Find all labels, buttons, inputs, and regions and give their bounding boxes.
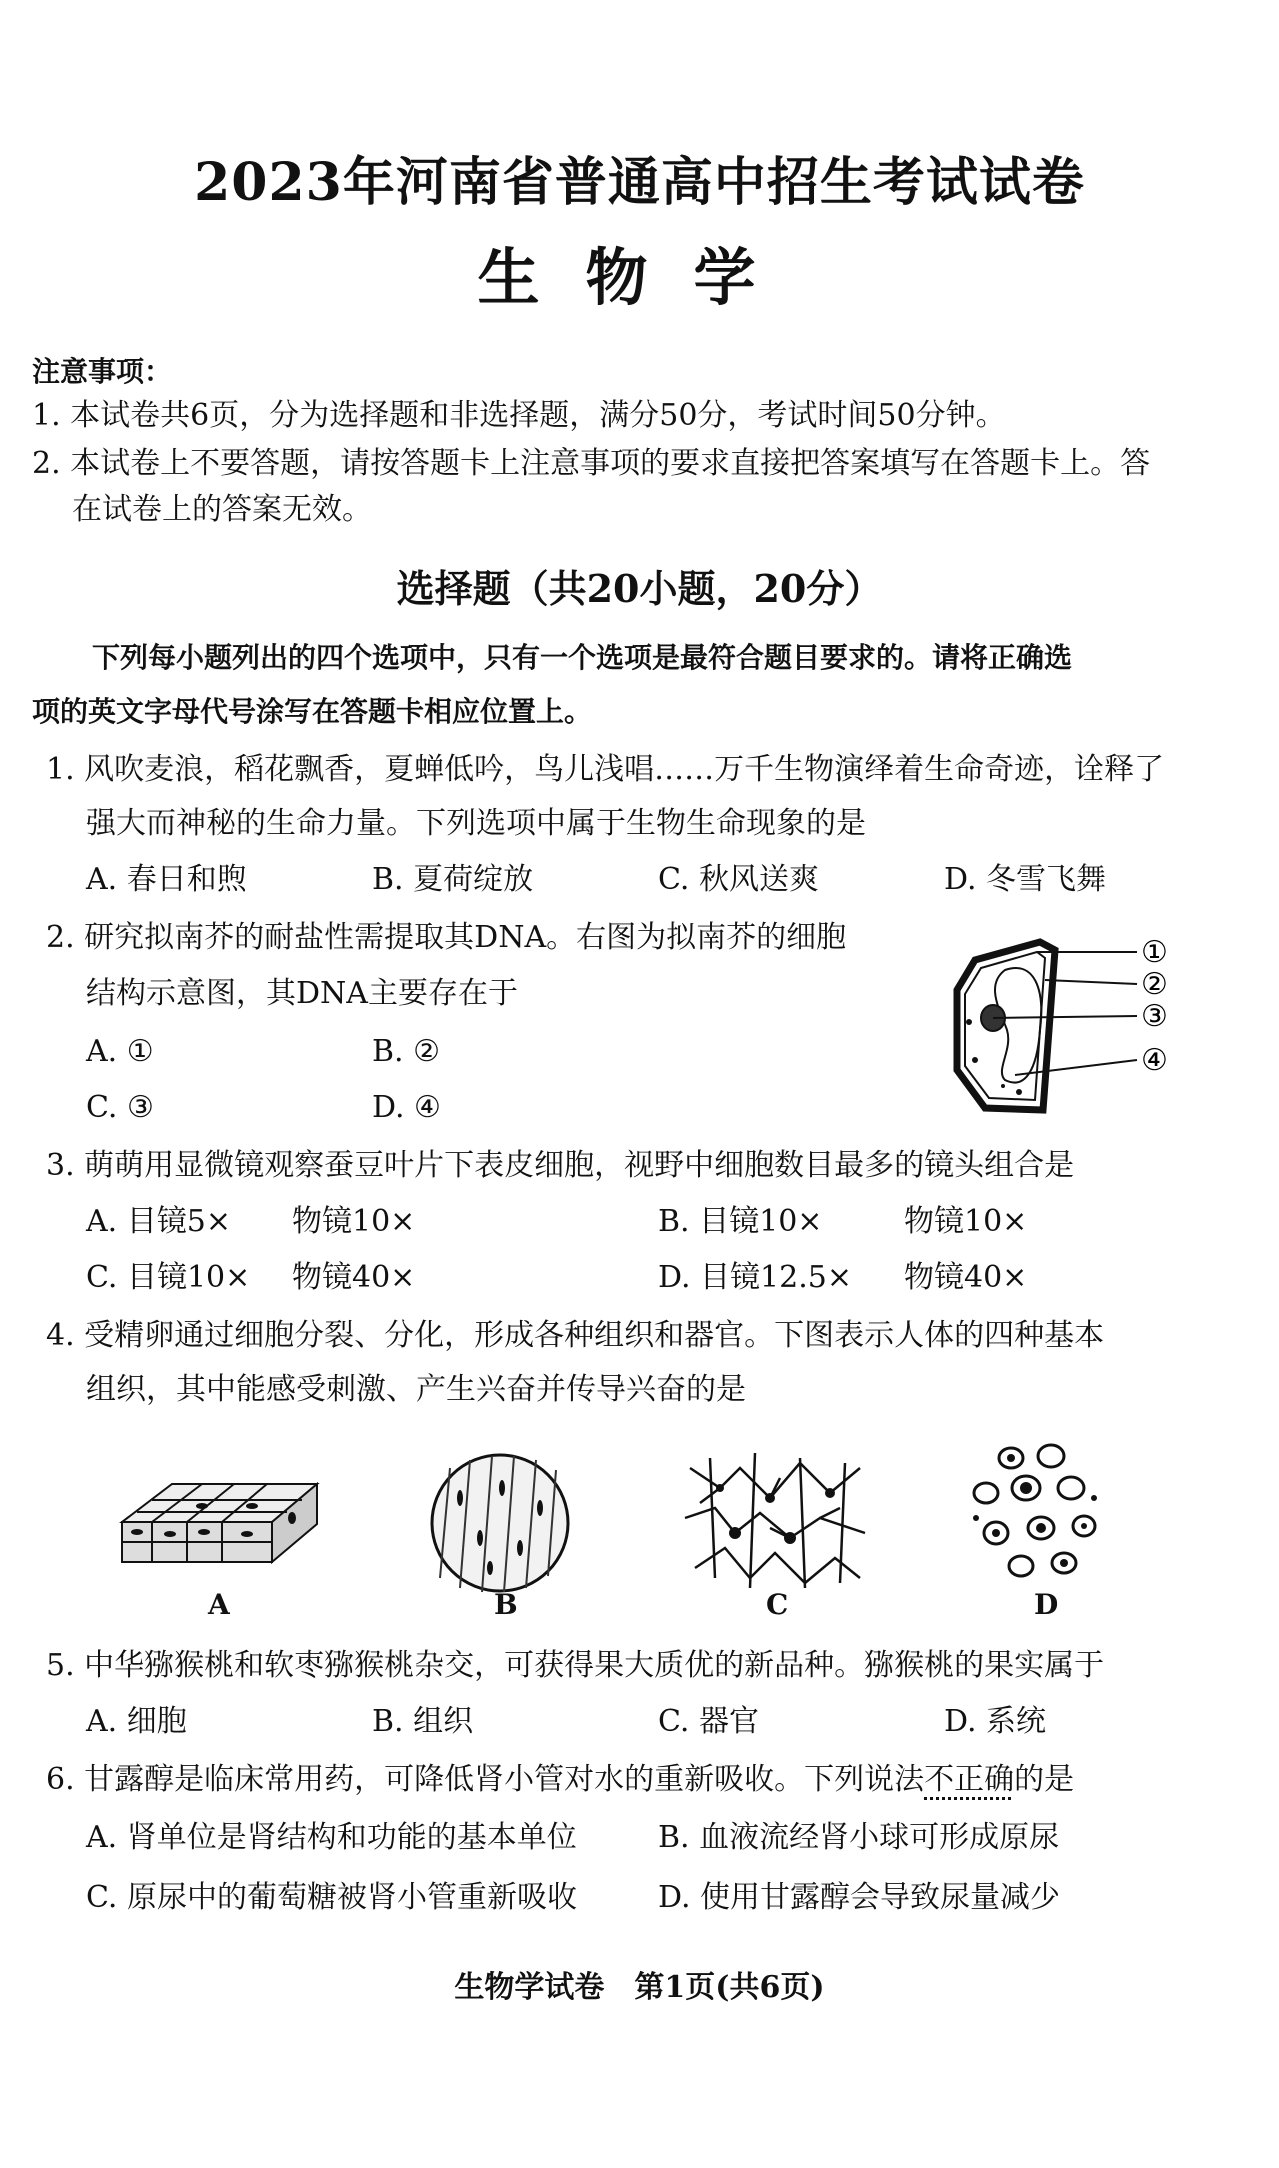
q6-stem	[46, 1760, 1074, 1800]
q6-stem-emphasis: 不正确	[924, 1762, 1015, 1797]
page-footer: 生物学试卷 第1页(共6页)	[454, 1970, 825, 2005]
tissue-a-caption: A	[208, 1588, 230, 1621]
q2-stem-1: 2. 研究拟南芥的耐盐性需提取其DNA。右图为拟南芥的细胞	[46, 920, 847, 955]
q3-option-d-objective: 物镜40×	[904, 1260, 1028, 1295]
q3-option-c-objective: 物镜40×	[292, 1260, 416, 1295]
q3-stem: 3. 萌萌用显微镜观察蚕豆叶片下表皮细胞，视野中细胞数目最多的镜头组合是	[46, 1148, 1075, 1183]
q6-stem-pre: 6. 甘露醇是临床常用药，可降低肾小管对水的重新吸收。下列说法	[46, 1762, 925, 1797]
section-instruction-1: 下列每小题列出的四个选项中，只有一个选项是最符合题目要求的。请将正确选	[92, 641, 1073, 674]
exam-title: 2023年河南省普通高中招生考试试卷	[194, 152, 1085, 213]
q3-option-b-objective: 物镜10×	[904, 1204, 1028, 1239]
notice-heading: 注意事项：	[32, 355, 173, 388]
q2-option-d: D. ④	[372, 1090, 441, 1125]
notice-item-1: 1. 本试卷共6页，分为选择题和非选择题，满分50分，考试时间50分钟。	[32, 398, 1006, 433]
q6-option-b: B. 血液流经肾小球可形成原尿	[658, 1820, 1060, 1855]
q1-option-a: A. 春日和煦	[86, 862, 247, 897]
section-title: 选择题（共20小题，20分）	[396, 566, 883, 611]
tissue-c-caption: C	[766, 1588, 789, 1621]
q5-option-c: C. 器官	[658, 1704, 759, 1739]
q2-option-c: C. ③	[86, 1090, 154, 1125]
q2-option-b: B. ②	[372, 1034, 441, 1069]
q3-option-b-eyepiece: B. 目镜10×	[658, 1204, 823, 1239]
q2-option-a: A. ①	[86, 1034, 154, 1069]
q6-option-d: D. 使用甘露醇会导致尿量减少	[658, 1880, 1061, 1915]
tissue-d-blood	[966, 1438, 1106, 1588]
q6-option-a: A. 肾单位是肾结构和功能的基本单位	[86, 1820, 577, 1855]
tissue-c-nerve	[680, 1448, 870, 1593]
q1-stem-2: 强大而神秘的生命力量。下列选项中属于生物生命现象的是	[86, 806, 866, 841]
notice-item-2: 2. 本试卷上不要答题，请按答题卡上注意事项的要求直接把答案填写在答题卡上。答	[32, 446, 1151, 481]
tissue-a-epithelial	[112, 1462, 327, 1582]
q1-option-c: C. 秋风送爽	[658, 862, 819, 897]
q4-stem-1: 4. 受精卵通过细胞分裂、分化，形成各种组织和器官。下图表示人体的四种基本	[46, 1318, 1105, 1353]
q6-stem-post: 的是	[1014, 1762, 1075, 1797]
q2-stem-2: 结构示意图，其DNA主要存在于	[86, 976, 518, 1011]
tissue-b-caption: B	[494, 1588, 518, 1621]
q3-option-a-objective: 物镜10×	[292, 1204, 416, 1239]
cell-label-3: ③	[1141, 999, 1168, 1034]
q5-option-a: A. 细胞	[86, 1704, 187, 1739]
q5-option-d: D. 系统	[944, 1704, 1047, 1739]
q1-option-d: D. 冬雪飞舞	[944, 862, 1107, 897]
q6-option-c: C. 原尿中的葡萄糖被肾小管重新吸收	[86, 1880, 577, 1915]
subject-title: 生物学	[477, 241, 802, 314]
q3-option-d-eyepiece: D. 目镜12.5×	[658, 1260, 852, 1295]
q1-option-b: B. 夏荷绽放	[372, 862, 534, 897]
plant-cell-diagram	[945, 930, 1175, 1130]
q3-option-a-eyepiece: A. 目镜5×	[86, 1204, 231, 1239]
notice-item-2-cont: 在试卷上的答案无效。	[72, 492, 372, 527]
tissue-d-caption: D	[1034, 1588, 1059, 1621]
cell-label-1: ①	[1141, 935, 1168, 970]
q5-stem: 5. 中华猕猴桃和软枣猕猴桃杂交，可获得果大质优的新品种。猕猴桃的果实属于	[46, 1648, 1105, 1683]
tissue-b-muscle	[420, 1448, 580, 1598]
q1-stem-1: 1. 风吹麦浪，稻花飘香，夏蝉低吟，鸟儿浅唱……万千生物演绎着生命奇迹，诠释了	[46, 752, 1165, 787]
section-instruction-2: 项的英文字母代号涂写在答题卡相应位置上。	[32, 695, 593, 728]
q5-option-b: B. 组织	[372, 1704, 474, 1739]
q3-option-c-eyepiece: C. 目镜10×	[86, 1260, 251, 1295]
cell-label-4: ④	[1141, 1043, 1168, 1078]
cell-label-2: ②	[1141, 967, 1168, 1002]
q4-stem-2: 组织，其中能感受刺激、产生兴奋并传导兴奋的是	[86, 1372, 746, 1407]
